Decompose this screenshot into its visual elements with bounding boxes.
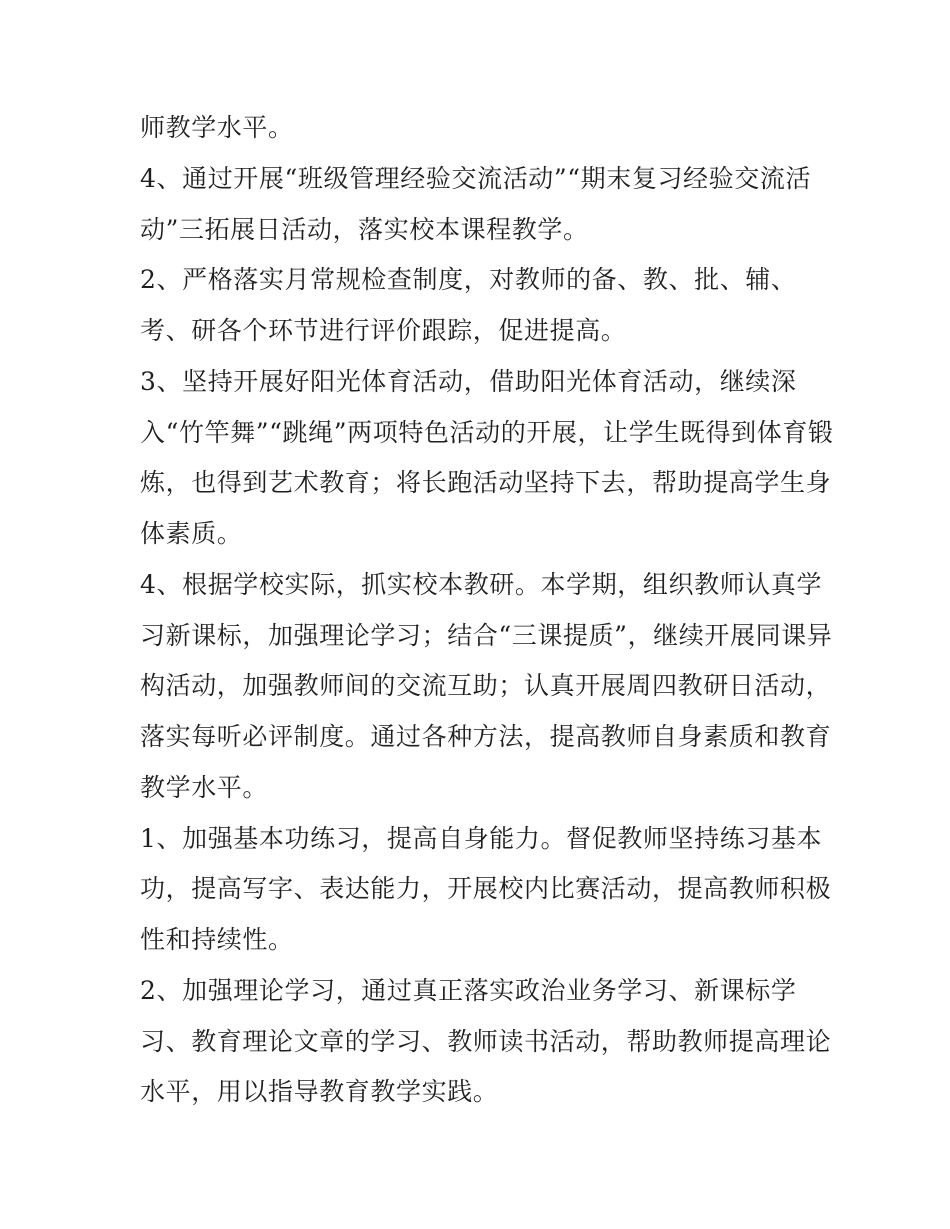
text-line: 师教学水平。: [140, 113, 294, 142]
text-line: 构活动，加强教师间的交流互助；认真开展周四教研日活动，: [140, 671, 832, 700]
text-line: 炼，也得到艺术教育；将长跑活动坚持下去，帮助提高学生身: [140, 468, 832, 497]
text-line: 4、根据学校实际，抓实校本教研。本学期，组织教师认真学: [140, 570, 823, 599]
text-line: 3、坚持开展好阳光体育活动，借助阳光体育活动，继续深: [140, 367, 797, 396]
text-line: 动”三拓展日活动，落实校本课程教学。: [140, 215, 589, 244]
text-line: 2、加强理论学习，通过真正落实政治业务学习、新课标学: [140, 976, 797, 1005]
text-line: 功，提高写字、表达能力，开展校内比赛活动，提高教师积极: [140, 874, 832, 903]
text-line: 4、通过开展“班级管理经验交流活动”“期末复习经验交流活: [140, 164, 812, 193]
text-line: 考、研各个环节进行评价跟踪，促进提高。: [140, 316, 627, 345]
text-line: 入“竹竿舞”“跳绳”两项特色活动的开展，让学生既得到体育锻: [140, 418, 834, 447]
text-line: 水平，用以指导教育教学实践。: [140, 1077, 499, 1106]
text-line: 习新课标，加强理论学习；结合“三课提质”，继续开展同课异: [140, 621, 833, 650]
text-line: 体素质。: [140, 519, 243, 548]
text-line: 教学水平。: [140, 773, 269, 802]
text-line: 习、教育理论文章的学习、教师读书活动，帮助教师提高理论: [140, 1027, 832, 1056]
text-line: 落实每听必评制度。通过各种方法，提高教师自身素质和教育: [140, 722, 832, 751]
text-line: 2、严格落实月常规检查制度，对教师的备、教、批、辅、: [140, 265, 797, 294]
text-line: 性和持续性。: [140, 925, 294, 954]
text-line: 1、加强基本功练习，提高自身能力。督促教师坚持练习基本: [140, 824, 823, 853]
